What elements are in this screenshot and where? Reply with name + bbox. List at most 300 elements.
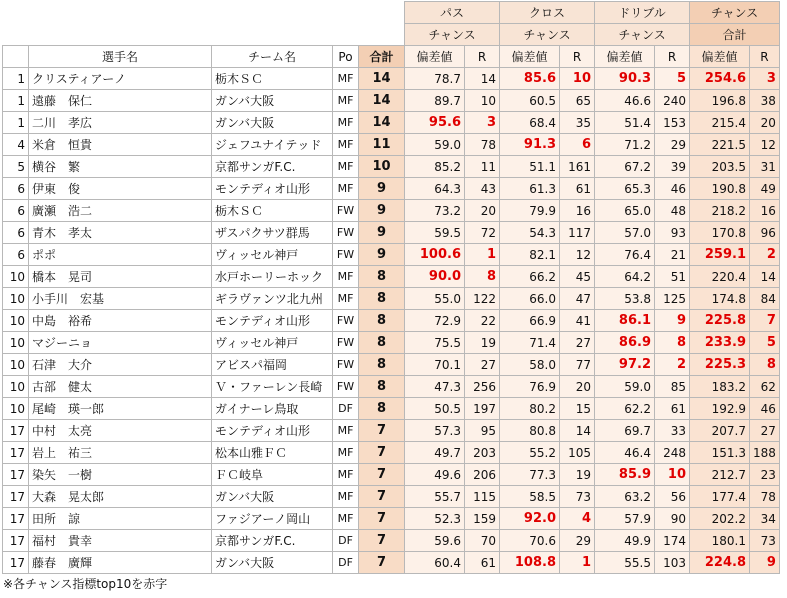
team-cell: モンテディオ山形 [212, 420, 333, 442]
sum-rank-cell: 31 [750, 156, 780, 178]
total-cell: 7 [359, 420, 405, 442]
rank-cell: 10 [3, 376, 29, 398]
pass-dev-cell: 89.7 [405, 90, 465, 112]
table-row [3, 288, 780, 310]
dribble-rank-cell: 56 [655, 486, 690, 508]
total-cell: 7 [359, 464, 405, 486]
rank-cell: 6 [3, 244, 29, 266]
position-cell: DF [333, 530, 359, 552]
cross-rank-cell: 77 [560, 354, 595, 376]
sum-rank-cell: 73 [750, 530, 780, 552]
footnote: ※各チャンス指標top10を赤字 [3, 577, 168, 591]
rank-cell: 4 [3, 134, 29, 156]
position-cell: MF [333, 266, 359, 288]
sum-rank-cell: 7 [750, 310, 780, 332]
team-cell: Ｖ・ファーレン長崎 [212, 376, 333, 398]
position-cell: FW [333, 332, 359, 354]
cross-rank-cell: 117 [560, 222, 595, 244]
dribble-rank-cell: 5 [655, 68, 690, 90]
sum-dev-cell: 212.7 [690, 464, 750, 486]
dribble-rank-cell: 29 [655, 134, 690, 156]
table-row [3, 354, 780, 376]
table-row [3, 156, 780, 178]
rank-cell: 6 [3, 178, 29, 200]
table-row [3, 486, 780, 508]
position-cell: FW [333, 244, 359, 266]
cross-rank-cell: 35 [560, 112, 595, 134]
cross-group-header: クロス [500, 2, 595, 24]
team-cell: ＦＣ岐阜 [212, 464, 333, 486]
rank-cell: 6 [3, 222, 29, 244]
cross-dev-cell: 77.3 [500, 464, 560, 486]
dribble-rank-cell: 61 [655, 398, 690, 420]
table-row [3, 222, 780, 244]
cross-rank-cell: 27 [560, 332, 595, 354]
player-name-cell: ポポ [29, 244, 212, 266]
pass-dev-cell: 55.7 [405, 486, 465, 508]
table-row [3, 398, 780, 420]
player-name-cell: マジーニョ [29, 332, 212, 354]
player-name-cell: 遠藤 保仁 [29, 90, 212, 112]
dribble-rank-cell: 33 [655, 420, 690, 442]
dribble-rank-cell: 93 [655, 222, 690, 244]
cross-rank-cell: 65 [560, 90, 595, 112]
sum-dev-cell: 220.4 [690, 266, 750, 288]
pass-dev-cell: 57.3 [405, 420, 465, 442]
cross-dev-cell: 71.4 [500, 332, 560, 354]
team-cell: ガンバ大阪 [212, 552, 333, 574]
rank-cell: 1 [3, 90, 29, 112]
rank-cell: 17 [3, 552, 29, 574]
dribble-rank-cell: 10 [655, 464, 690, 486]
sum-dev-header: 偏差値 [690, 46, 750, 68]
player-name-cell: 岩上 祐三 [29, 442, 212, 464]
total-cell: 7 [359, 442, 405, 464]
dribble-dev-cell: 71.2 [595, 134, 655, 156]
rank-cell: 17 [3, 508, 29, 530]
position-cell: FW [333, 222, 359, 244]
team-cell: ギラヴァンツ北九州 [212, 288, 333, 310]
team-cell: ザスパクサツ群馬 [212, 222, 333, 244]
position-cell: FW [333, 354, 359, 376]
rank-cell: 1 [3, 112, 29, 134]
position-cell: MF [333, 420, 359, 442]
sum-dev-cell: 151.3 [690, 442, 750, 464]
total-cell: 9 [359, 178, 405, 200]
dribble-dev-cell: 51.4 [595, 112, 655, 134]
pass-dev-cell: 47.3 [405, 376, 465, 398]
player-name-cell: 大森 晃太郎 [29, 486, 212, 508]
position-cell: FW [333, 376, 359, 398]
rank-cell: 5 [3, 156, 29, 178]
table-row [3, 530, 780, 552]
dribble-rank-cell: 8 [655, 332, 690, 354]
team-cell: 京都サンガF.C. [212, 530, 333, 552]
dribble-dev-cell: 67.2 [595, 156, 655, 178]
position-cell: MF [333, 442, 359, 464]
pass-dev-cell: 59.0 [405, 134, 465, 156]
team-cell: 水戸ホーリーホック [212, 266, 333, 288]
total-cell: 7 [359, 508, 405, 530]
table-row [3, 442, 780, 464]
pass-group-header: パス [405, 2, 500, 24]
dribble-rank-cell: 248 [655, 442, 690, 464]
cross-rank-cell: 29 [560, 530, 595, 552]
table-row [3, 134, 780, 156]
cross-rank-cell: 19 [560, 464, 595, 486]
dribble-dev-cell: 63.2 [595, 486, 655, 508]
cross-rank-cell: 14 [560, 420, 595, 442]
table-row [3, 244, 780, 266]
sum-rank-cell: 20 [750, 112, 780, 134]
pass-dev-cell: 73.2 [405, 200, 465, 222]
team-header: チーム名 [212, 46, 333, 68]
rank-cell: 1 [3, 68, 29, 90]
team-cell: 松本山雅ＦＣ [212, 442, 333, 464]
pass-rank-cell: 197 [465, 398, 500, 420]
total-cell: 8 [359, 266, 405, 288]
sum-dev-cell: 192.9 [690, 398, 750, 420]
dribble-dev-header: 偏差値 [595, 46, 655, 68]
total-cell: 14 [359, 90, 405, 112]
pass-dev-cell: 49.6 [405, 464, 465, 486]
sum-rank-cell: 46 [750, 398, 780, 420]
dribble-rank-cell: 85 [655, 376, 690, 398]
cross-rank-cell: 45 [560, 266, 595, 288]
pass-rank-cell: 11 [465, 156, 500, 178]
dribble-dev-cell: 85.9 [595, 464, 655, 486]
pass-rank-header: R [465, 46, 500, 68]
dribble-dev-cell: 59.0 [595, 376, 655, 398]
rank-cell: 10 [3, 354, 29, 376]
position-cell: MF [333, 288, 359, 310]
sum-rank-cell: 62 [750, 376, 780, 398]
pass-dev-cell: 78.7 [405, 68, 465, 90]
cross-rank-header: R [560, 46, 595, 68]
team-cell: 京都サンガF.C. [212, 156, 333, 178]
player-name-cell: クリスティアーノ [29, 68, 212, 90]
dribble-rank-cell: 21 [655, 244, 690, 266]
pass-rank-cell: 1 [465, 244, 500, 266]
sum-rank-cell: 5 [750, 332, 780, 354]
position-cell: MF [333, 112, 359, 134]
sum-rank-cell: 34 [750, 508, 780, 530]
team-cell: モンテディオ山形 [212, 310, 333, 332]
total-cell: 14 [359, 112, 405, 134]
pass-rank-cell: 20 [465, 200, 500, 222]
chance-ranking-table [2, 1, 780, 574]
pass-rank-cell: 95 [465, 420, 500, 442]
total-cell: 10 [359, 156, 405, 178]
pass-rank-cell: 122 [465, 288, 500, 310]
cross-dev-cell: 91.3 [500, 134, 560, 156]
sum-dev-cell: 225.8 [690, 310, 750, 332]
table-row [3, 310, 780, 332]
cross-dev-cell: 80.2 [500, 398, 560, 420]
team-cell: ガンバ大阪 [212, 90, 333, 112]
team-cell: ガイナーレ鳥取 [212, 398, 333, 420]
total-cell: 9 [359, 244, 405, 266]
position-cell: FW [333, 310, 359, 332]
sum-rank-cell: 2 [750, 244, 780, 266]
dribble-rank-cell: 125 [655, 288, 690, 310]
rank-cell: 6 [3, 200, 29, 222]
pass-dev-cell: 52.3 [405, 508, 465, 530]
table-row [3, 332, 780, 354]
dribble-dev-cell: 49.9 [595, 530, 655, 552]
player-name-cell: 福村 貴幸 [29, 530, 212, 552]
total-cell: 8 [359, 354, 405, 376]
cross-dev-cell: 60.5 [500, 90, 560, 112]
dribble-dev-cell: 53.8 [595, 288, 655, 310]
cross-dev-cell: 79.9 [500, 200, 560, 222]
sum-rank-cell: 188 [750, 442, 780, 464]
sum-rank-cell: 78 [750, 486, 780, 508]
pass-dev-cell: 55.0 [405, 288, 465, 310]
player-name-cell: 横谷 繁 [29, 156, 212, 178]
sum-dev-cell: 177.4 [690, 486, 750, 508]
player-name-cell: 米倉 恒貴 [29, 134, 212, 156]
group-header-row-1 [3, 2, 780, 24]
total-cell: 8 [359, 288, 405, 310]
sum-rank-header: R [750, 46, 780, 68]
team-cell: モンテディオ山形 [212, 178, 333, 200]
cross-dev-cell: 76.9 [500, 376, 560, 398]
cross-rank-cell: 1 [560, 552, 595, 574]
sum-dev-cell: 254.6 [690, 68, 750, 90]
sum-dev-cell: 203.5 [690, 156, 750, 178]
dribble-rank-cell: 103 [655, 552, 690, 574]
table-row [3, 266, 780, 288]
pass-rank-cell: 10 [465, 90, 500, 112]
cross-rank-cell: 41 [560, 310, 595, 332]
table-row [3, 90, 780, 112]
cross-rank-cell: 16 [560, 200, 595, 222]
dribble-rank-cell: 48 [655, 200, 690, 222]
pass-rank-cell: 27 [465, 354, 500, 376]
rank-cell: 17 [3, 464, 29, 486]
rank-cell: 10 [3, 266, 29, 288]
sum-rank-cell: 3 [750, 68, 780, 90]
pass-dev-cell: 72.9 [405, 310, 465, 332]
sum-rank-cell: 14 [750, 266, 780, 288]
dribble-group-header: ドリブル [595, 2, 690, 24]
dribble-dev-cell: 64.2 [595, 266, 655, 288]
position-cell: MF [333, 486, 359, 508]
sum-rank-cell: 9 [750, 552, 780, 574]
cross-rank-cell: 12 [560, 244, 595, 266]
team-cell: 栃木ＳＣ [212, 200, 333, 222]
position-cell: DF [333, 552, 359, 574]
player-name-cell: 中島 裕希 [29, 310, 212, 332]
cross-dev-cell: 68.4 [500, 112, 560, 134]
pass-dev-cell: 60.4 [405, 552, 465, 574]
position-cell: MF [333, 464, 359, 486]
dribble-rank-cell: 153 [655, 112, 690, 134]
position-cell: MF [333, 68, 359, 90]
dribble-dev-cell: 62.2 [595, 398, 655, 420]
pass-dev-cell: 50.5 [405, 398, 465, 420]
sum-dev-cell: 218.2 [690, 200, 750, 222]
dribble-rank-cell: 2 [655, 354, 690, 376]
team-cell: アビスパ福岡 [212, 354, 333, 376]
cross-rank-cell: 10 [560, 68, 595, 90]
pass-rank-cell: 19 [465, 332, 500, 354]
pass-dev-cell: 90.0 [405, 266, 465, 288]
sum-dev-cell: 190.8 [690, 178, 750, 200]
position-cell: MF [333, 90, 359, 112]
pass-rank-cell: 159 [465, 508, 500, 530]
player-name-cell: 橋本 晃司 [29, 266, 212, 288]
player-name-cell: 廣瀬 浩二 [29, 200, 212, 222]
pass-dev-cell: 95.6 [405, 112, 465, 134]
cross-dev-cell: 108.8 [500, 552, 560, 574]
sum-dev-cell: 259.1 [690, 244, 750, 266]
dribble-rank-cell: 9 [655, 310, 690, 332]
cross-group-subheader: チャンス [500, 24, 595, 46]
table-row [3, 464, 780, 486]
pass-dev-cell: 64.3 [405, 178, 465, 200]
pass-dev-header: 偏差値 [405, 46, 465, 68]
pass-rank-cell: 206 [465, 464, 500, 486]
dribble-dev-cell: 76.4 [595, 244, 655, 266]
rank-cell: 10 [3, 310, 29, 332]
cross-rank-cell: 6 [560, 134, 595, 156]
sum-dev-cell: 183.2 [690, 376, 750, 398]
rank-cell: 17 [3, 530, 29, 552]
team-cell: ジェフユナイテッド [212, 134, 333, 156]
table-row [3, 112, 780, 134]
cross-dev-cell: 58.5 [500, 486, 560, 508]
total-cell: 9 [359, 200, 405, 222]
table-row [3, 508, 780, 530]
table-row [3, 68, 780, 90]
pass-rank-cell: 256 [465, 376, 500, 398]
pass-group-subheader: チャンス [405, 24, 500, 46]
pass-dev-cell: 59.6 [405, 530, 465, 552]
dribble-dev-cell: 97.2 [595, 354, 655, 376]
sum-group-subheader: 合計 [690, 24, 780, 46]
dribble-dev-cell: 65.0 [595, 200, 655, 222]
table-row [3, 420, 780, 442]
total-header: 合計 [359, 46, 405, 68]
pass-rank-cell: 14 [465, 68, 500, 90]
player-name-cell: 石津 大介 [29, 354, 212, 376]
cross-dev-cell: 55.2 [500, 442, 560, 464]
player-name-cell: 二川 孝広 [29, 112, 212, 134]
cross-rank-cell: 61 [560, 178, 595, 200]
position-cell: MF [333, 508, 359, 530]
dribble-dev-cell: 69.7 [595, 420, 655, 442]
rank-cell: 17 [3, 486, 29, 508]
sum-rank-cell: 23 [750, 464, 780, 486]
cross-rank-cell: 47 [560, 288, 595, 310]
player-name-cell: 染矢 一樹 [29, 464, 212, 486]
total-cell: 8 [359, 398, 405, 420]
cross-dev-cell: 66.9 [500, 310, 560, 332]
cross-dev-cell: 66.0 [500, 288, 560, 310]
sum-dev-cell: 221.5 [690, 134, 750, 156]
sum-dev-cell: 174.8 [690, 288, 750, 310]
cross-rank-cell: 15 [560, 398, 595, 420]
rank-cell: 10 [3, 398, 29, 420]
pass-dev-cell: 85.2 [405, 156, 465, 178]
player-name-cell: 小手川 宏基 [29, 288, 212, 310]
player-name-cell: 藤春 廣輝 [29, 552, 212, 574]
cross-dev-cell: 54.3 [500, 222, 560, 244]
dribble-dev-cell: 86.9 [595, 332, 655, 354]
cross-dev-header: 偏差値 [500, 46, 560, 68]
pos-header: Po [333, 46, 359, 68]
team-cell: ファジアーノ岡山 [212, 508, 333, 530]
player-name-cell: 中村 太亮 [29, 420, 212, 442]
cross-dev-cell: 80.8 [500, 420, 560, 442]
cross-rank-cell: 105 [560, 442, 595, 464]
sum-dev-cell: 215.4 [690, 112, 750, 134]
pass-rank-cell: 78 [465, 134, 500, 156]
cross-dev-cell: 92.0 [500, 508, 560, 530]
sum-rank-cell: 8 [750, 354, 780, 376]
cross-rank-cell: 161 [560, 156, 595, 178]
pass-rank-cell: 43 [465, 178, 500, 200]
position-cell: DF [333, 398, 359, 420]
player-name-cell: 伊東 俊 [29, 178, 212, 200]
rank-cell: 10 [3, 288, 29, 310]
cross-dev-cell: 66.2 [500, 266, 560, 288]
dribble-dev-cell: 57.9 [595, 508, 655, 530]
cross-dev-cell: 82.1 [500, 244, 560, 266]
sum-rank-cell: 27 [750, 420, 780, 442]
total-cell: 8 [359, 310, 405, 332]
cross-dev-cell: 58.0 [500, 354, 560, 376]
position-cell: FW [333, 200, 359, 222]
team-cell: ガンバ大阪 [212, 486, 333, 508]
pass-rank-cell: 8 [465, 266, 500, 288]
dribble-dev-cell: 90.3 [595, 68, 655, 90]
position-cell: MF [333, 178, 359, 200]
sum-rank-cell: 96 [750, 222, 780, 244]
team-cell: ヴィッセル神戸 [212, 244, 333, 266]
sum-dev-cell: 225.3 [690, 354, 750, 376]
pass-dev-cell: 59.5 [405, 222, 465, 244]
player-name-cell: 尾崎 瑛一郎 [29, 398, 212, 420]
total-cell: 9 [359, 222, 405, 244]
dribble-rank-cell: 174 [655, 530, 690, 552]
pass-rank-cell: 22 [465, 310, 500, 332]
total-cell: 14 [359, 68, 405, 90]
table-row [3, 376, 780, 398]
dribble-rank-cell: 90 [655, 508, 690, 530]
cross-rank-cell: 73 [560, 486, 595, 508]
sum-dev-cell: 180.1 [690, 530, 750, 552]
sum-dev-cell: 233.9 [690, 332, 750, 354]
rank-cell: 17 [3, 420, 29, 442]
dribble-dev-cell: 57.0 [595, 222, 655, 244]
sum-dev-cell: 196.8 [690, 90, 750, 112]
cross-dev-cell: 85.6 [500, 68, 560, 90]
pass-rank-cell: 61 [465, 552, 500, 574]
cross-rank-cell: 4 [560, 508, 595, 530]
total-cell: 7 [359, 552, 405, 574]
pass-rank-cell: 115 [465, 486, 500, 508]
dribble-rank-cell: 240 [655, 90, 690, 112]
total-cell: 8 [359, 332, 405, 354]
total-cell: 8 [359, 376, 405, 398]
cross-dev-cell: 51.1 [500, 156, 560, 178]
sum-rank-cell: 84 [750, 288, 780, 310]
dribble-rank-cell: 51 [655, 266, 690, 288]
pass-dev-cell: 75.5 [405, 332, 465, 354]
